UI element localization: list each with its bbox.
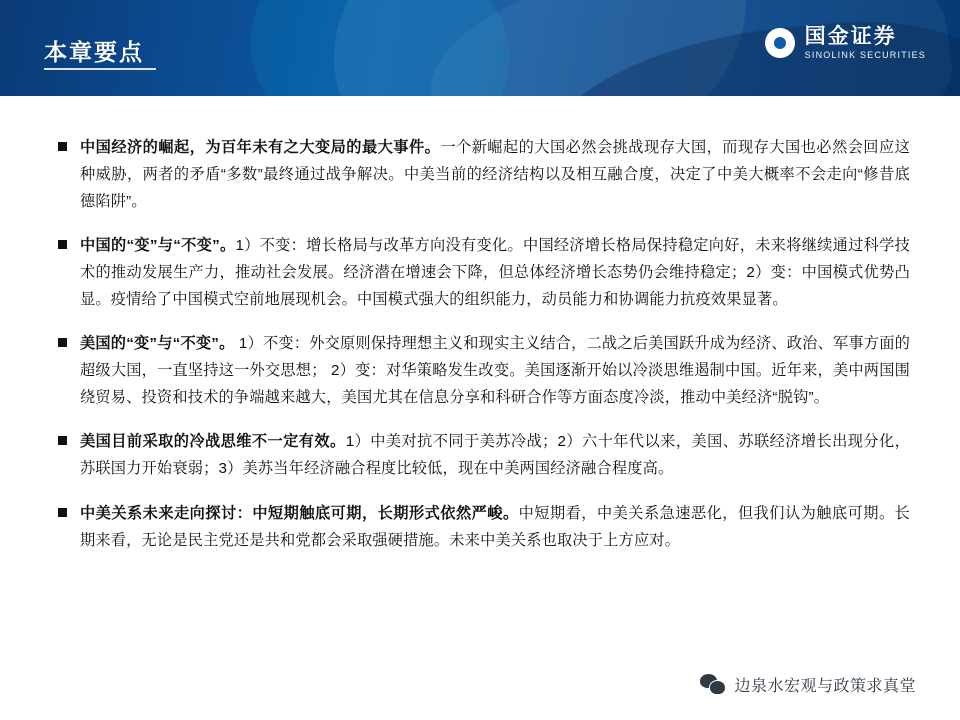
- bullet-body: 1）不变：增长格局与改革方向没有变化。中国经济增长格局保持稳定向好，未来将继续通过科学技术的推动发展生产力，推动社会发展。经济潜在增速会下降，但总体经济增长态势仍会维持稳定；2）变：中国模式优势凸显。疫情给了中国模式空前地展现机会。中国模式强大的组织能力，动员能力和协调能力抗疫效果显著。: [80, 237, 911, 309]
- slide-header: [0, 0, 960, 96]
- bullet-body: 1）不变：外交原则保持理想主义和现实主义结合，二战之后美国跃升成为经济、政治、军事方面的超级大国，一直坚持这一外交思想； 2）变：对华策略发生改变。美国逐渐开始以冷淡思维遏制中国。近年来，美中两国围绕贸易、投资和技术的争端越来越大，美国尤其在信息分享和科研合作等方面态度冷淡，推动中美经济“脱钩”。: [80, 335, 911, 407]
- bullet-lead: 中国经济的崛起，为百年未有之大变局的最大事件。: [80, 139, 441, 156]
- footer-credit: [700, 673, 916, 696]
- bullet-list: [58, 134, 910, 571]
- bullet-lead: 美国目前采取的冷战思维不一定有效。: [80, 433, 346, 451]
- bullet-text: [80, 428, 910, 482]
- bullet-text: [80, 330, 910, 411]
- list-item: [58, 134, 910, 215]
- square-bullet-icon: [58, 142, 67, 151]
- list-item: [58, 330, 910, 411]
- bullet-lead: 中国的“变”与“不变”。: [80, 237, 236, 255]
- circle-dot-icon: [765, 28, 795, 58]
- list-item: [58, 428, 910, 482]
- bullet-text: [80, 134, 910, 215]
- title-underline: [44, 68, 156, 70]
- brand-logo: [765, 26, 926, 60]
- brand-name-cn: 国金证券: [804, 25, 897, 48]
- wechat-icon: [700, 674, 725, 695]
- list-item: [58, 232, 910, 313]
- bullet-text: [80, 500, 910, 554]
- page-title: 本章要点: [44, 39, 144, 65]
- square-bullet-icon: [58, 240, 67, 249]
- bullet-text: [80, 232, 910, 313]
- list-item: [58, 500, 910, 554]
- footer-text: 边泉水宏观与政策求真堂: [734, 678, 916, 695]
- bullet-body: 一个新崛起的大国必然会挑战现存大国，而现存大国也必然会回应这种威胁，两者的矛盾“多数”最终通过战争解决。中美当前的经济结构以及相互融合度，决定了中美大概率不会走向“修昔底德陷阱”。: [80, 139, 910, 211]
- bullet-body: 中短期看，中美关系急速恶化，但我们认为触底可期。长期来看，无论是民主党还是共和党都会采取强硬措施。未来中美关系也取决于上方应对。: [80, 504, 910, 549]
- bullet-body: 1）中美对抗不同于美苏冷战；2）六十年代以来，美国、苏联经济增长出现分化，苏联国力开始衰弱；3）美苏当年经济融合程度比较低，现在中美两国经济融合程度高。: [80, 433, 911, 478]
- brand-name-en: SINOLINK SECURITIES: [804, 50, 926, 61]
- square-bullet-icon: [58, 436, 67, 445]
- brand-logo-text: [805, 26, 926, 60]
- square-bullet-icon: [58, 338, 67, 347]
- square-bullet-icon: [58, 508, 67, 517]
- bullet-lead: 美国的“变”与“不变”。: [80, 335, 235, 353]
- bullet-lead: 中美关系未来走向探讨：中短期触底可期，长期形式依然严峻。: [80, 504, 519, 522]
- wechat-bubble-small: [709, 680, 726, 695]
